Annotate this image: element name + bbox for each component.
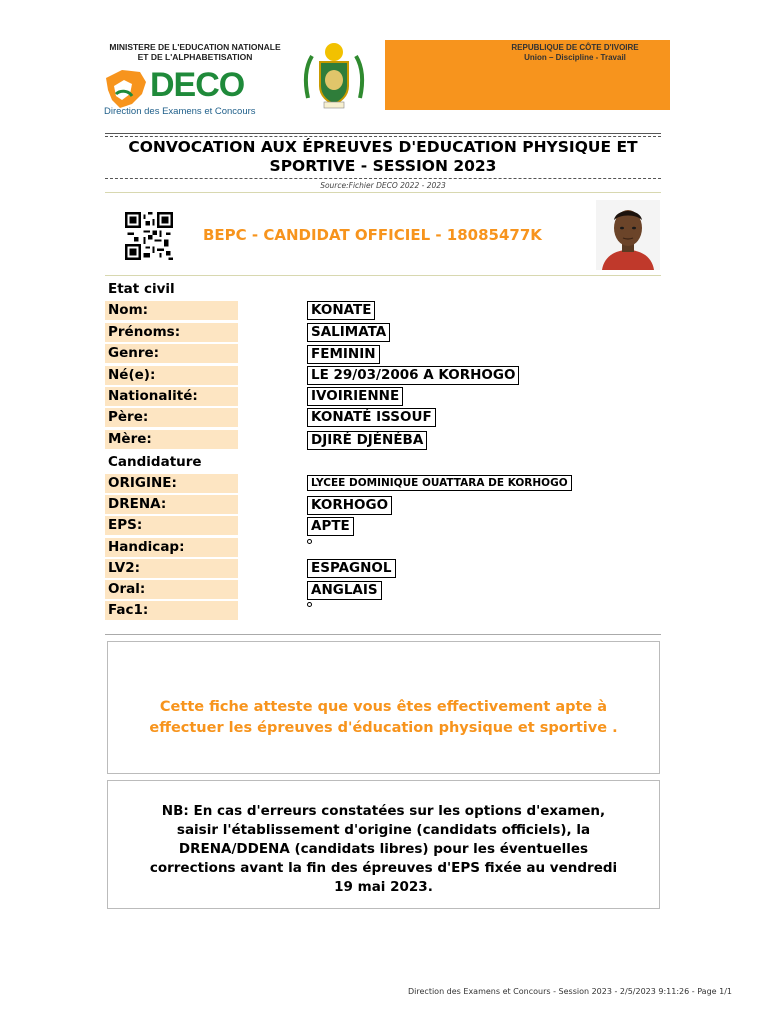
nb-text bbox=[107, 802, 660, 897]
label-prenoms: Prénoms: bbox=[105, 323, 238, 342]
candidate-heading: BEPC - CANDIDAT OFFICIEL - 18085477K bbox=[203, 226, 542, 244]
value-eps: APTE bbox=[307, 517, 354, 536]
section-candidature: Candidature bbox=[108, 454, 202, 470]
label-mere: Mère: bbox=[105, 430, 238, 449]
nb-line: NB: En cas d'erreurs constatées sur les options d'examen, bbox=[161, 803, 606, 819]
empty-value-marker bbox=[307, 602, 312, 607]
value-nom: KONATE bbox=[307, 301, 375, 320]
nb-line: saisir l'établissement d'origine (candidats officiels), la bbox=[176, 822, 591, 838]
value-oral: ANGLAIS bbox=[307, 581, 382, 600]
deco-logo-text: DECO bbox=[150, 66, 245, 104]
divider bbox=[105, 133, 661, 134]
label-origine: ORIGINE: bbox=[105, 474, 238, 493]
divider bbox=[105, 275, 661, 276]
attestation-line-1: Cette fiche atteste que vous êtes effectivement apte à bbox=[159, 699, 608, 715]
value-date-naissance: LE 29/03/2006 A KORHOGO bbox=[307, 366, 519, 385]
title-line-2: SPORTIVE - SESSION 2023 bbox=[269, 157, 497, 175]
ministry-line-1: MINISTERE DE L'EDUCATION NATIONALE bbox=[109, 42, 281, 52]
label-fac1: Fac1: bbox=[105, 601, 238, 620]
value-origine: LYCEE DOMINIQUE OUATTARA DE KORHOGO bbox=[307, 475, 572, 491]
nb-line: corrections avant la fin des épreuves d'EPS fixée au vendredi bbox=[149, 860, 618, 876]
title-line-1: CONVOCATION AUX ÉPREUVES D'EDUCATION PHYSIQUE ET bbox=[128, 138, 638, 156]
label-handicap: Handicap: bbox=[105, 538, 238, 557]
qr-code-icon bbox=[125, 212, 173, 260]
label-oral: Oral: bbox=[105, 580, 238, 599]
empty-value-marker bbox=[307, 539, 312, 544]
value-nationalite: IVOIRIENNE bbox=[307, 387, 403, 406]
label-eps: EPS: bbox=[105, 516, 238, 535]
nb-line: DRENA/DDENA (candidats libres) pour les éventuelles bbox=[178, 841, 589, 857]
section-etat-civil: Etat civil bbox=[108, 281, 175, 297]
national-motto: Union – Discipline - Travail bbox=[524, 53, 626, 62]
value-lv2: ESPAGNOL bbox=[307, 559, 396, 578]
label-lv2: LV2: bbox=[105, 559, 238, 578]
document-title bbox=[105, 138, 661, 176]
page-footer: Direction des Examens et Concours - Session 2023 - 2/5/2023 9:11:26 - Page 1/1 bbox=[408, 987, 732, 996]
label-nationalite: Nationalité: bbox=[105, 387, 238, 406]
divider bbox=[105, 192, 661, 193]
value-prenoms: SALIMATA bbox=[307, 323, 390, 342]
value-pere: KONATÉ ISSOUF bbox=[307, 408, 436, 427]
divider bbox=[105, 178, 661, 179]
attestation-text bbox=[107, 697, 660, 739]
label-nom: Nom: bbox=[105, 301, 238, 320]
coat-of-arms-icon bbox=[294, 40, 374, 110]
value-mere: DJIRÉ DJÉNÉBA bbox=[307, 431, 427, 450]
value-genre: FEMININ bbox=[307, 345, 380, 364]
label-pere: Père: bbox=[105, 408, 238, 427]
value-drena: KORHOGO bbox=[307, 496, 392, 515]
ministry-name bbox=[100, 42, 290, 62]
divider bbox=[105, 634, 661, 635]
label-genre: Genre: bbox=[105, 344, 238, 363]
republic-motto bbox=[480, 43, 670, 63]
republic-name: REPUBLIQUE DE CÔTE D'IVOIRE bbox=[511, 43, 639, 52]
label-date-naissance: Né(e): bbox=[105, 366, 238, 385]
attestation-line-2: effectuer les épreuves d'éducation physique et sportive . bbox=[149, 720, 618, 736]
nb-line: 19 mai 2023. bbox=[334, 879, 433, 895]
ministry-line-2: ET DE L'ALPHABETISATION bbox=[137, 52, 253, 62]
source-note: Source:Fichier DECO 2022 - 2023 bbox=[320, 181, 446, 190]
deco-subtitle: Direction des Examens et Concours bbox=[104, 106, 256, 117]
candidate-photo bbox=[596, 200, 660, 270]
divider bbox=[105, 136, 661, 137]
label-drena: DRENA: bbox=[105, 495, 238, 514]
